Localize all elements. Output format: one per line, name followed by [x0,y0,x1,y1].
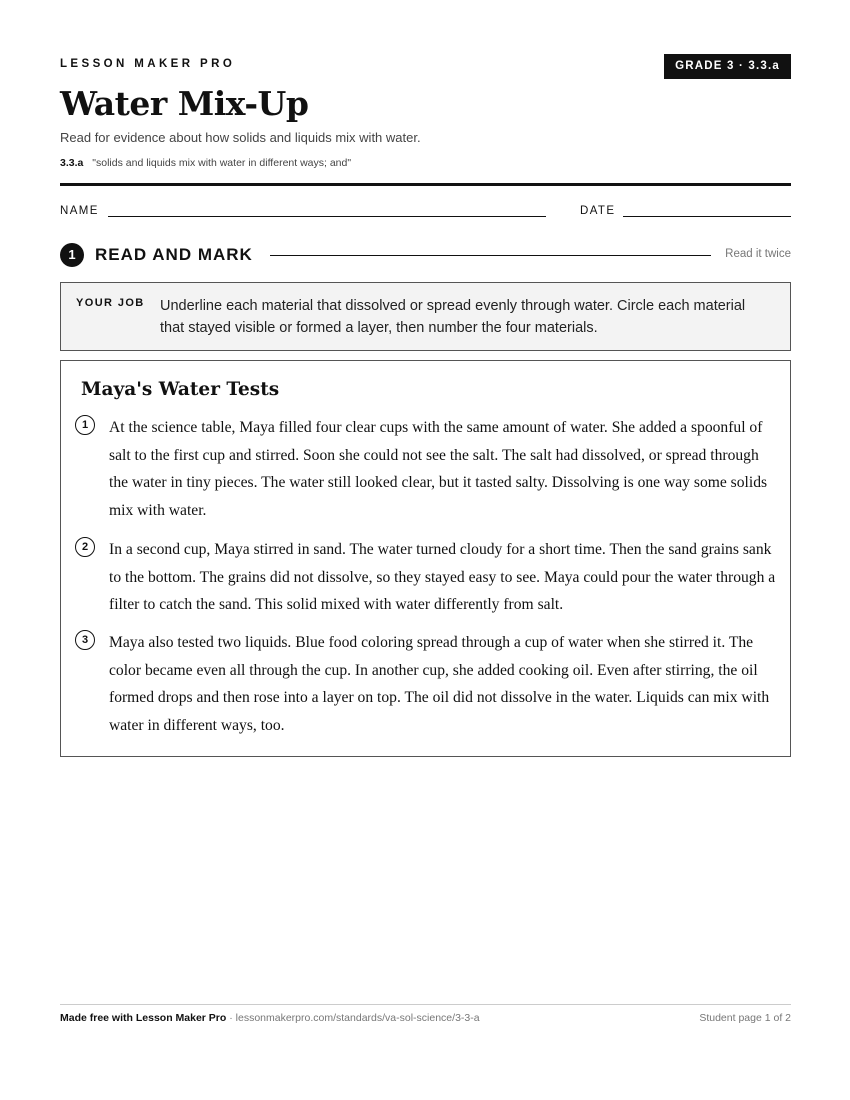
job-instructions-box [60,282,791,351]
footer-divider [60,1004,791,1005]
brand-name: LESSON MAKER PRO [60,58,236,70]
date-label: DATE [580,205,616,217]
reading-passage-box [60,360,791,757]
name-field[interactable] [108,216,546,217]
section-number-badge: 1 [60,243,84,267]
page-title: Water Mix-Up [60,84,309,123]
passage-title: Maya's Water Tests [81,379,280,400]
section-title: READ AND MARK [95,245,253,264]
paragraph-number: 3 [75,630,95,650]
grade-badge: GRADE 3 · 3.3.a [664,54,791,79]
header-divider [60,183,791,186]
date-field[interactable] [623,216,791,217]
footer-made-with: Made free with Lesson Maker Pro [60,1012,227,1024]
footer-link[interactable]: · lessonmakerpro.com/standards/va-sol-science/3-3-a [226,1012,480,1024]
job-label: YOUR JOB [76,297,145,309]
worksheet-page [60,0,791,1100]
paragraph-number: 1 [75,415,95,435]
paragraph-text[interactable]: At the science table, Maya filled four clear cups with the same amount of water. She added a spoonful of salt to the first cup and stirred. Soon she could not see the salt. The salt had dissolved, or spread through the water in tiny pieces. The water still looked clear, but it tasted salty. Dissolving is one way some solids mix with water. [109,419,768,519]
paragraph-text[interactable]: Maya also tested two liquids. Blue food coloring spread through a cup of water when she stirred it. The color became even all through the cup. In another cup, she added cooking oil. Even after stirring, the oil formed drops and then rose into a layer on top. The oil did not dissolve in the water. Liquids can mix with water in different ways, too. [109,634,770,734]
job-text: Underline each material that dissolved or spread evenly through water. Circle each material that stayed visible or formed a layer, then number the four materials. [160,298,746,336]
standard-quote: "solids and liquids mix with water in different ways; and" [92,157,352,169]
name-label: NAME [60,205,99,217]
section-divider [270,255,711,256]
standard-reference [60,157,351,169]
standard-code: 3.3.a [60,157,84,169]
section-hint: Read it twice [725,248,791,260]
footer-credit [60,1012,480,1024]
footer-page-number: Student page 1 of 2 [699,1012,791,1024]
paragraph-number: 2 [75,537,95,557]
page-subtitle: Read for evidence about how solids and liquids mix with water. [60,130,421,145]
paragraph-text[interactable]: In a second cup, Maya stirred in sand. The water turned cloudy for a short time. Then the sand grains sank to the bottom. The grains did not dissolve, so they stayed easy to see. Maya could pour the water through a filter to catch the sand. This solid mixed with water differently from salt. [109,541,776,614]
